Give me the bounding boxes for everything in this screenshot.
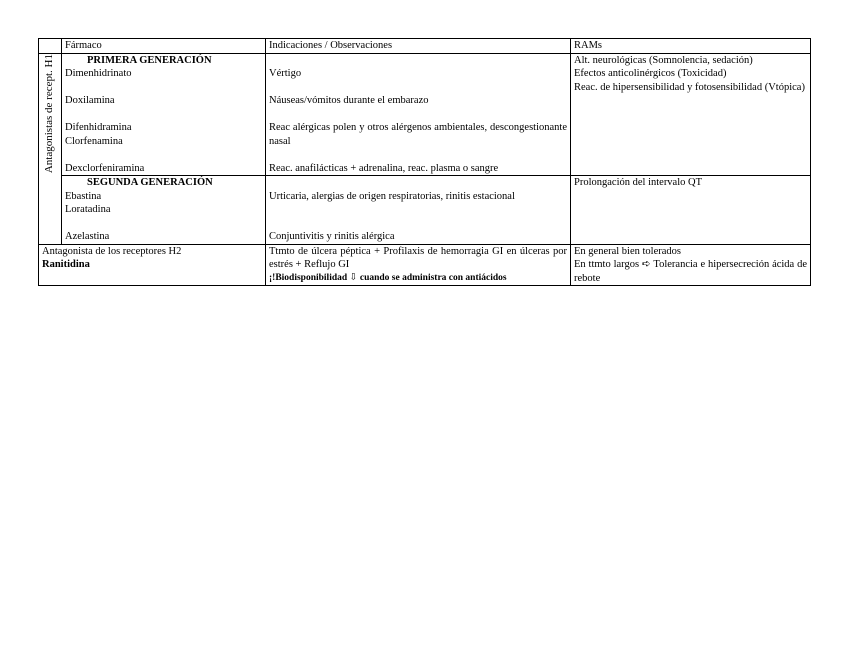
drug-difenhidramina: Difenhidramina: [65, 122, 132, 133]
indication-urticaria: Urticaria, alergias de origen respiratorias, rinitis estacional: [269, 190, 515, 202]
drug-ebastina: Ebastina: [65, 190, 102, 202]
h2-rams: [571, 244, 811, 286]
second-gen-title: SEGUNDA GENERACIÓN: [87, 177, 213, 188]
ram-hipersensibilidad: Reac. de hipersensibilidad y fotosensibilidad (Vtópica): [574, 81, 805, 93]
header-row: [39, 39, 811, 54]
indication-vertigo: Vértigo: [269, 68, 302, 79]
indication-biodisponibilidad: ¡!Biodisponibilidad ⇩ cuando se administra con antiácidos: [269, 272, 507, 283]
h1-label-cell: [39, 53, 62, 244]
first-generation-row: [39, 53, 811, 176]
first-gen-drugs: [62, 53, 266, 176]
h2-indications: [266, 244, 571, 286]
h2-drug-cell: [39, 244, 266, 286]
drug-loratadina: Loratadina: [65, 204, 111, 215]
h2-label: Antagonista de los receptores H2: [42, 245, 182, 257]
header-rams: RAMs: [571, 39, 811, 54]
drug-table: [38, 38, 811, 286]
ram-tolerancia: En ttmto largos ➪ Tolerancia e hipersecreción ácida de rebote: [574, 259, 807, 284]
h1-label: Antagonistas de recept. H1: [43, 53, 56, 173]
indication-ulcera: Ttmto de úlcera péptica + Profilaxis de hemorragia GI en úlceras por estrés + Reflujo GI: [269, 245, 567, 270]
drug-doxilamina: Doxilamina: [65, 95, 115, 106]
indication-alergicas: Reac alérgicas polen y otros alérgenos ambientales, descongestionante nasal: [269, 122, 567, 147]
first-gen-indications: [266, 53, 571, 176]
drug-dimenhidrinato: Dimenhidrinato: [65, 68, 132, 79]
indication-nauseas: Náuseas/vómitos durante el embarazo: [269, 95, 429, 106]
indication-anafilacticas: Reac. anafilácticas + adrenalina, reac. plasma o sangre: [269, 162, 499, 174]
drug-ranitidina: Ranitidina: [42, 259, 90, 270]
ram-tolerados: En general bien tolerados: [574, 245, 681, 257]
header-farmaco: Fármaco: [62, 39, 266, 54]
drug-dexclorfeniramina: Dexclorfeniramina: [65, 162, 145, 174]
first-gen-rams: [571, 53, 811, 176]
second-gen-indications: [266, 176, 571, 245]
indication-conjuntivitis: Conjuntivitis y rinitis alérgica: [269, 231, 395, 242]
second-gen-rams: [571, 176, 811, 245]
header-indicaciones: Indicaciones / Observaciones: [266, 39, 571, 54]
ram-anticolinergicos: Efectos anticolinérgicos (Toxicidad): [574, 68, 727, 79]
first-gen-title: PRIMERA GENERACIÓN: [87, 54, 212, 66]
drug-azelastina: Azelastina: [65, 231, 110, 242]
ram-neurologicas: Alt. neurológicas (Somnolencia, sedación): [574, 54, 753, 66]
h2-row: [39, 244, 811, 286]
second-gen-drugs: [62, 176, 266, 245]
corner-cell: [39, 39, 62, 54]
ram-qt: Prolongación del intervalo QT: [574, 177, 703, 188]
drug-clorfenamina: Clorfenamina: [65, 135, 123, 147]
second-generation-row: [39, 176, 811, 245]
